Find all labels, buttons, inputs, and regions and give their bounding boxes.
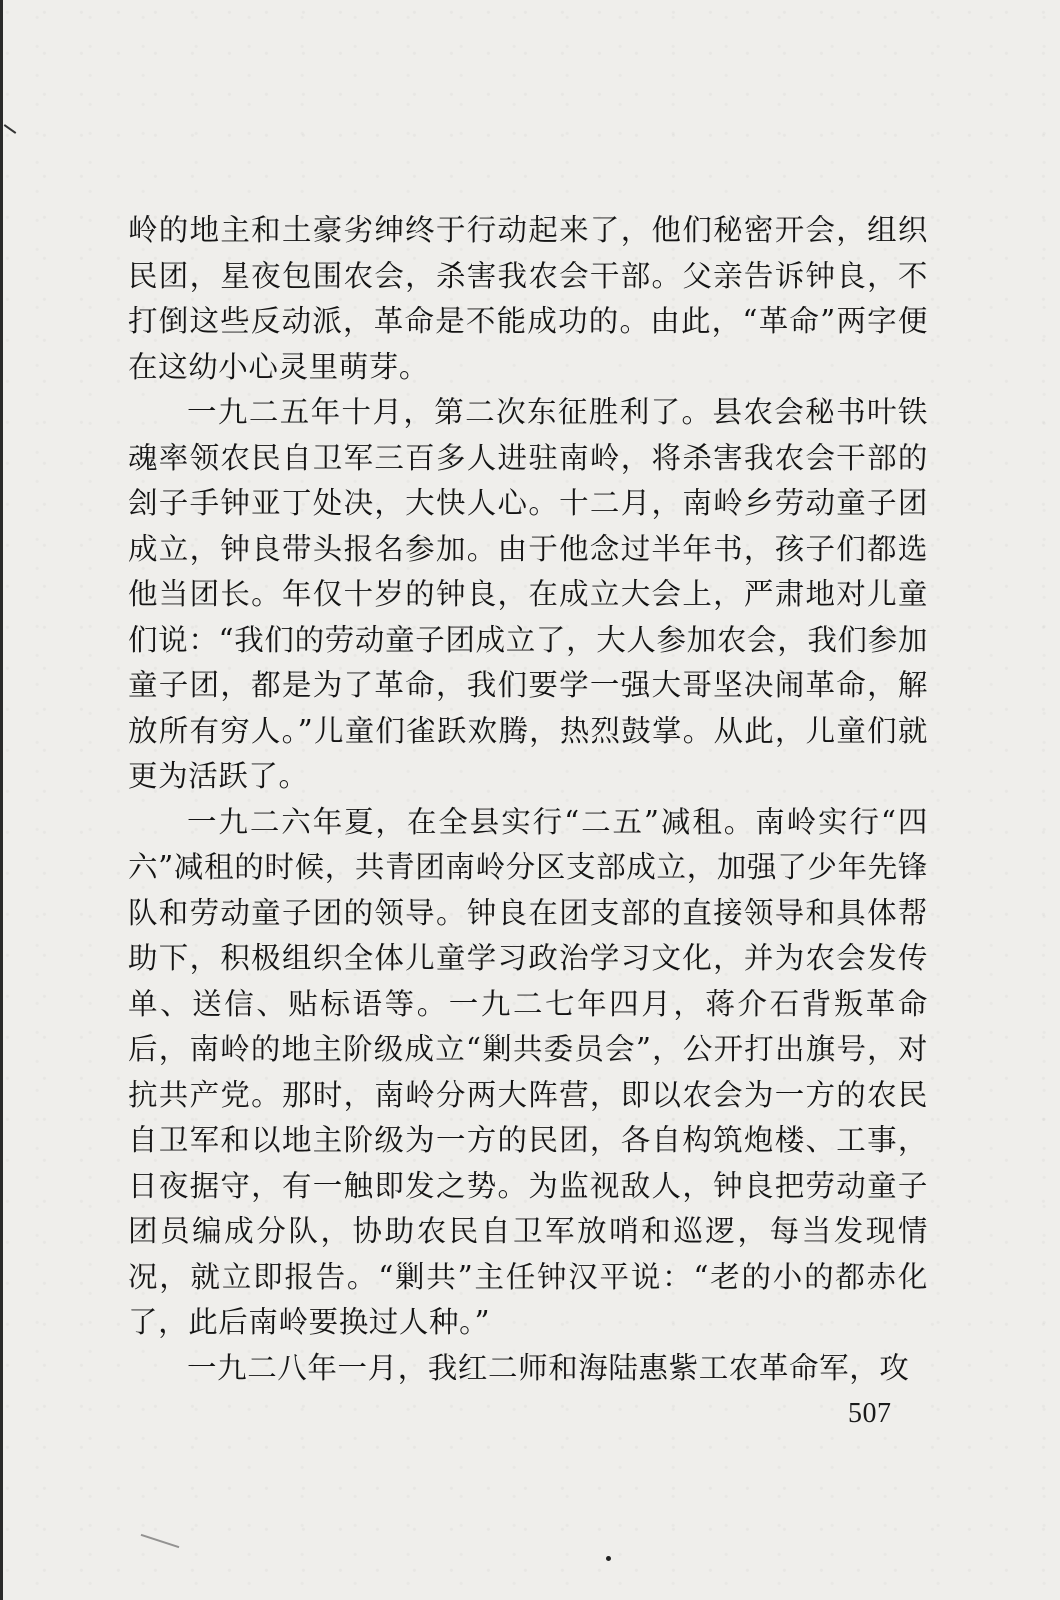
- scan-smudge: [141, 1534, 180, 1548]
- paragraph-1: 岭的地主和土豪劣绅终于行动起来了，他们秘密开会，组织民团，星夜包围农会，杀害我农会干部。父亲告诉钟良，不打倒这些反动派，革命是不能成功的。由此，“革命”两字便在这幼小心灵里萌芽。: [128, 213, 928, 384]
- scan-dot: [606, 1556, 611, 1561]
- paragraph-3: 一九二六年夏，在全县实行“二五”减租。南岭实行“四六”减租的时候，共青团南岭分区支部成立，加强了少年先锋队和劳动童子团的领导。钟良在团支部的直接领导和具体帮助下，积极组织全体儿童学习政治学习文化，并为农会发传单、送信、贴标语等。一九二七年四月，蒋介石背叛革命后，南岭的地主阶级成立“剿共委员会”，公开打出旗号，对抗共产党。那时，南岭分两大阵营，即以农会为一方的农民自卫军和以地主阶级为一方的民团，各自构筑炮楼、工事，日夜据守，有一触即发之势。为监视敌人，钟良把劳动童子团员编成分队，协助农民自卫军放哨和巡逻，每当发现情况，就立即报告。“剿共”主任钟汉平说：“老的小的都赤化了，此后南岭要换过人种。”: [128, 804, 928, 1339]
- paragraph-4: 一九二八年一月，我红二师和海陆惠紫工农革命军，攻: [187, 1350, 910, 1385]
- edge-mark: [4, 124, 17, 134]
- paragraph-2: 一九二五年十月，第二次东征胜利了。县农会秘书叶铁魂率领农民自卫军三百多人进驻南岭，将杀害我农会干部的刽子手钟亚丁处决，大快人心。十二月，南岭乡劳动童子团成立，钟良带头报名参加。由于他念过半年书，孩子们都选他当团长。年仅十岁的钟良，在成立大会上，严肃地对儿童们说：“我们的劳动童子团成立了，大人参加农会，我们参加童子团，都是为了革命，我们要学一强大哥坚决闹革命，解放所有穷人。”儿童们雀跃欢腾，热烈鼓掌。从此，儿童们就更为活跃了。: [128, 395, 928, 793]
- body-text: [128, 208, 928, 1391]
- page-number: 507: [848, 1398, 892, 1429]
- page-binding-edge: [0, 0, 3, 1600]
